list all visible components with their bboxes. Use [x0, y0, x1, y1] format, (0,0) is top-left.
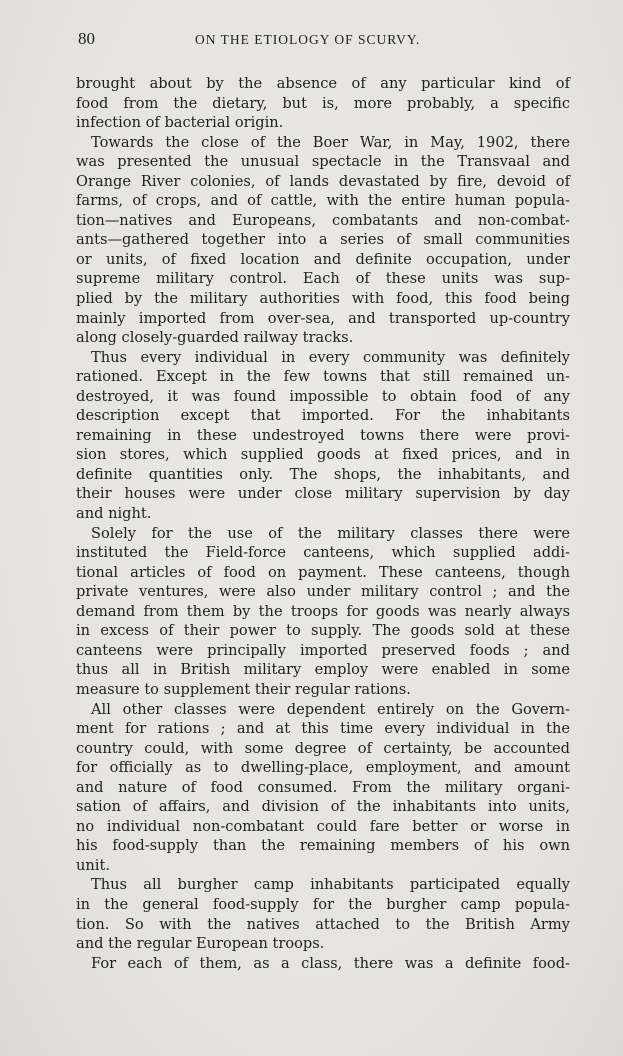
text-line: was presented the unusual spectacle in the Transvaal and [76, 153, 570, 171]
text-line: mainly imported from over-sea, and transported up-country [76, 309, 570, 327]
running-head [78, 29, 568, 51]
text-line: his food-supply than the remaining members of his own [76, 837, 570, 855]
text-line: no individual non-combatant could fare better or worse in [76, 817, 570, 835]
text-line: Towards the close of the Boer War, in May, 1902, there [91, 133, 570, 151]
text-line: farms, of crops, and of cattle, with the entire human popula- [76, 192, 570, 210]
text-line: measure to supplement their regular rations. [76, 680, 411, 698]
text-line: All other classes were dependent entirely on the Govern- [91, 700, 570, 718]
text-line: in the general food-supply for the burgher camp popula- [76, 895, 570, 913]
text-line: Thus all burgher camp inhabitants participated equally [91, 876, 570, 894]
text-line: remaining in these undestroyed towns there were provi- [76, 426, 570, 444]
text-line: instituted the Field-force canteens, which supplied addi- [76, 544, 570, 562]
text-line: their houses were under close military supervision by day [76, 485, 570, 503]
text-line: along closely-guarded railway tracks. [76, 329, 354, 347]
text-line: definite quantities only. The shops, the inhabitants, and [76, 465, 570, 483]
text-line: plied by the military authorities with food, this food being [76, 290, 570, 308]
text-line: thus all in British military employ were enabled in some [76, 661, 570, 679]
text-line: destroyed, it was found impossible to obtain food of any [76, 387, 570, 405]
text-line: unit. [76, 856, 110, 874]
text-line: and the regular European troops. [76, 935, 325, 953]
text-line: infection of bacterial origin. [76, 114, 284, 132]
text-line: tion. So with the natives attached to the British Army [76, 915, 570, 933]
text-line: ment for rations ; and at this time every individual in the [76, 720, 570, 738]
text-line: sion stores, which supplied goods at fixed prices, and in [76, 446, 570, 464]
text-line: or units, of fixed location and definite occupation, under [76, 250, 570, 268]
running-title: ON THE ETIOLOGY OF SCURVY. [195, 32, 421, 47]
text-line: supreme military control. Each of these units was sup- [76, 270, 570, 288]
text-line: demand from them by the troops for goods was nearly always [76, 602, 570, 620]
text-line: in excess of their power to supply. The goods sold at these [76, 622, 570, 640]
text-line: ants—gathered together into a series of small communities [76, 231, 570, 249]
body-text [76, 74, 570, 973]
text-line: for officially as to dwelling-place, employment, and amount [76, 759, 570, 777]
text-line: description except that imported. For the inhabitants [76, 407, 570, 425]
text-line: and night. [76, 505, 152, 523]
text-line: For each of them, as a class, there was a definite food- [91, 954, 570, 972]
page-number: 80 [78, 29, 95, 48]
text-line: food from the dietary, but is, more probably, a specific [76, 94, 570, 112]
text-line: tional articles of food on payment. These canteens, though [76, 563, 570, 581]
text-line: rationed. Except in the few towns that still remained un- [76, 368, 570, 386]
text-line: country could, with some degree of certainty, be accounted [76, 739, 570, 757]
text-line: tion—natives and Europeans, combatants and non-combat- [76, 211, 570, 229]
text-line: Solely for the use of the military classes there were [91, 524, 570, 542]
text-line: private ventures, were also under military control ; and the [76, 583, 570, 601]
text-line: Orange River colonies, of lands devastated by fire, devoid of [76, 172, 570, 190]
text-line: brought about by the absence of any particular kind of [76, 75, 570, 92]
text-line: sation of affairs, and division of the inhabitants into units, [76, 798, 570, 816]
text-line: Thus every individual in every community was definitely [91, 348, 570, 366]
text-line: canteens were principally imported preserved foods ; and [76, 641, 570, 659]
text-line: and nature of food consumed. From the military organi- [76, 778, 570, 796]
